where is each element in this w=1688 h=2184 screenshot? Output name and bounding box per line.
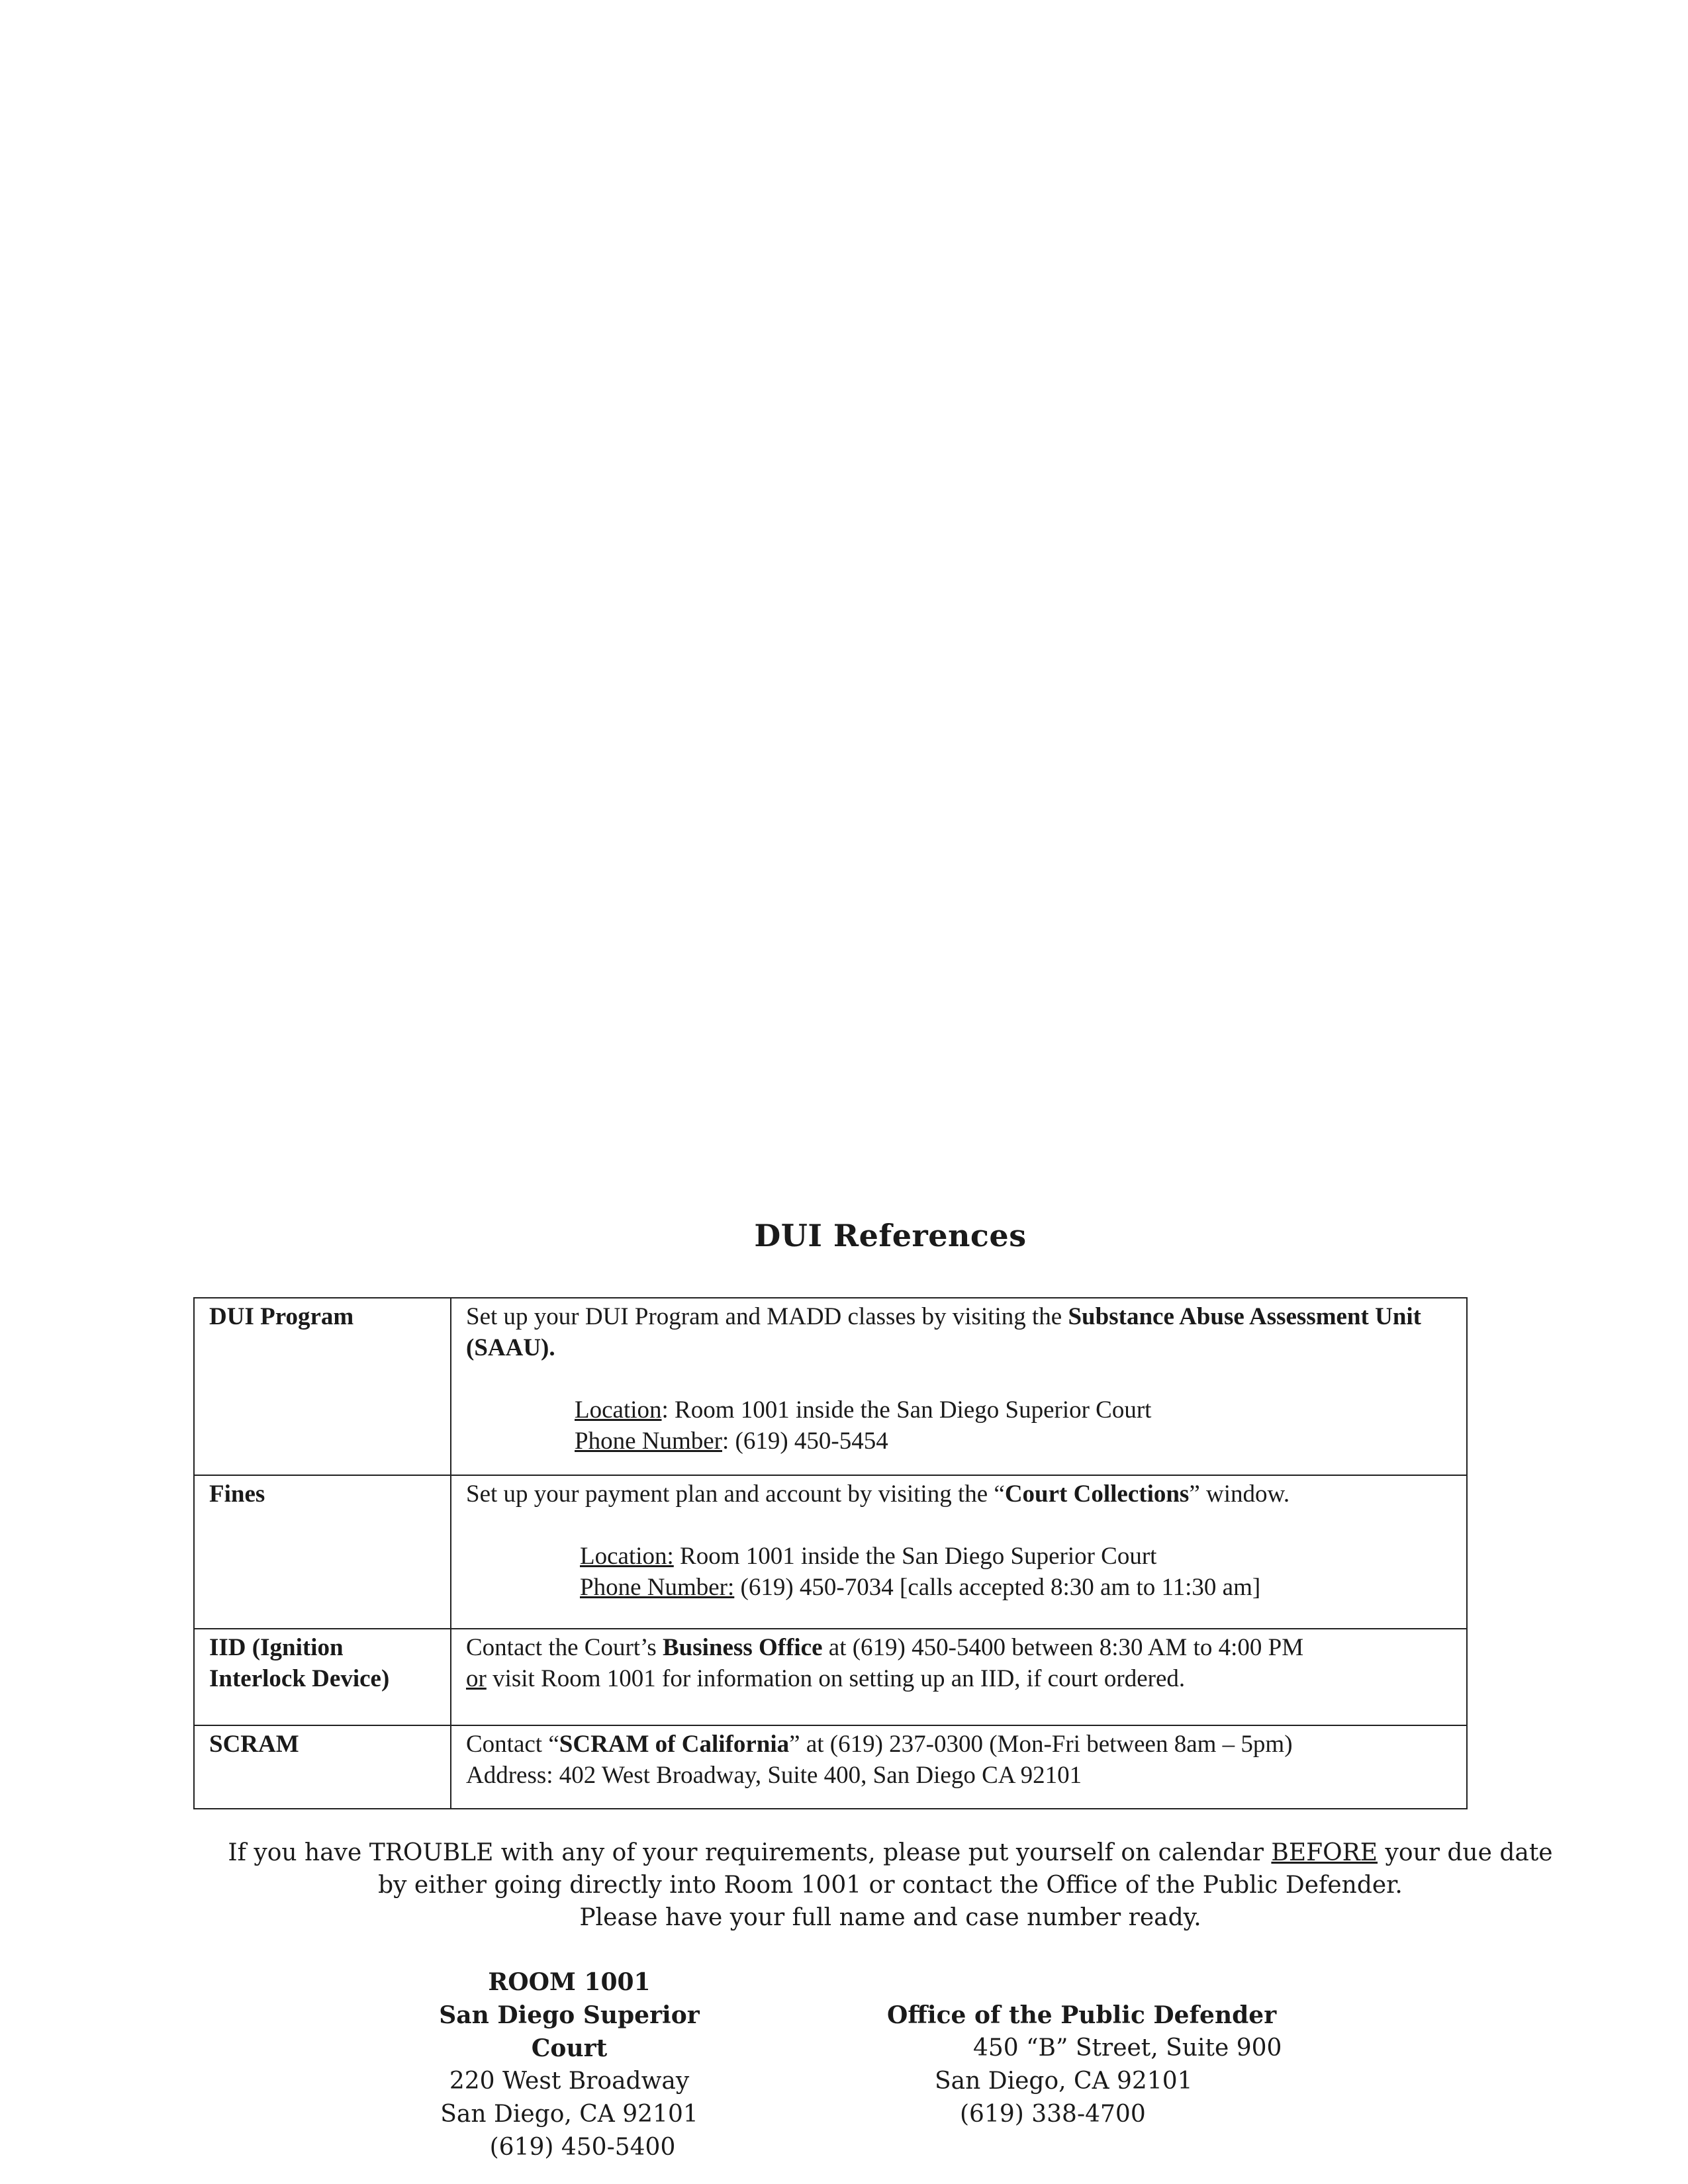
iid-text-2: visit Room 1001 for information on setting up an IID, if court ordered. (486, 1665, 1186, 1692)
scram-line-1 (466, 1729, 1454, 1760)
table-row-scram (194, 1725, 1467, 1809)
fines-description (466, 1479, 1454, 1510)
saau-name: Substance Abuse Assessment Unit (SAAU). (466, 1303, 1422, 1361)
table-row-dui-program (194, 1298, 1467, 1475)
iid-text-end: at (619) 450-5400 between 8:30 AM to 4:00 PM (822, 1634, 1304, 1661)
phone-value: (619) 450-7034 [calls accepted 8:30 am to 11:30 am] (734, 1574, 1261, 1601)
phone-label: Phone Number (575, 1428, 722, 1455)
note-line-3: Please have your full name and case number ready. (579, 1904, 1201, 1931)
location-label: Location: (580, 1543, 674, 1570)
or-text: or (466, 1665, 487, 1692)
row-label-iid: IID (Ignition Interlock Device) (194, 1629, 451, 1725)
dui-program-phone (466, 1426, 1454, 1457)
room-number: ROOM 1001 (488, 1968, 651, 1996)
fines-phone (466, 1572, 1454, 1603)
scram-company-name: SCRAM of California (559, 1731, 790, 1758)
row-content-iid (451, 1629, 1467, 1725)
public-defender-city: San Diego, CA 92101 (935, 2068, 1193, 2095)
note-line-1 (0, 1837, 1688, 1869)
court-street: 220 West Broadway (449, 2068, 690, 2095)
court-name: San Diego Superior Court (439, 2001, 700, 2062)
public-defender-phone: (619) 338-4700 (960, 2101, 1146, 2128)
location-value: Room 1001 inside the San Diego Superior Court (673, 1543, 1157, 1570)
public-defender-name: Office of the Public Defender (887, 2001, 1277, 2029)
row-label-fines: Fines (194, 1475, 451, 1629)
before-emphasis: BEFORE (1271, 1839, 1378, 1866)
table-row-fines (194, 1475, 1467, 1629)
phone-value: : (619) 450-5454 (722, 1428, 888, 1455)
row-label-dui-program: DUI Program (194, 1298, 451, 1475)
fines-text-end: ” window. (1189, 1480, 1290, 1508)
business-office-name: Business Office (663, 1634, 823, 1661)
iid-text: Contact the Court’s (466, 1634, 663, 1661)
scram-address: Address: 402 West Broadway, Suite 400, San Diego CA 92101 (466, 1762, 1082, 1789)
table-row-iid (194, 1629, 1467, 1725)
scram-text-end: ” at (619) 237-0300 (Mon-Fri between 8am – 5pm) (789, 1731, 1293, 1758)
dui-program-location (466, 1394, 1454, 1426)
row-label-scram: SCRAM (194, 1725, 451, 1809)
note-text-end: your due date (1378, 1839, 1553, 1866)
page-title: DUI References (754, 1218, 1027, 1253)
court-collections-name: Court Collections (1004, 1480, 1190, 1508)
note-text: If you have TROUBLE with any of your requirements, please put yourself on calendar (228, 1839, 1272, 1866)
court-address-block (397, 1966, 741, 2164)
dui-program-text: Set up your DUI Program and MADD classes by visiting the (466, 1303, 1068, 1330)
dui-program-description (466, 1301, 1454, 1363)
public-defender-address-block (887, 1999, 1284, 2131)
location-value: : Room 1001 inside the San Diego Superior Court (661, 1396, 1152, 1424)
court-city: San Diego, CA 92101 (440, 2101, 698, 2128)
references-table (193, 1297, 1468, 1809)
location-label: Location (575, 1396, 662, 1424)
fines-location (466, 1541, 1454, 1572)
row-content-dui-program (451, 1298, 1467, 1475)
public-defender-street: 450 “B” Street, Suite 900 (973, 2034, 1282, 2062)
iid-line-2 (466, 1663, 1454, 1694)
scram-text: Contact “ (466, 1731, 559, 1758)
phone-label: Phone Number: (580, 1574, 735, 1601)
note-line-2: by either going directly into Room 1001 or contact the Office of the Public Defender. (378, 1872, 1403, 1899)
court-phone: (619) 450-5400 (489, 2134, 676, 2161)
row-content-fines (451, 1475, 1467, 1629)
fines-text: Set up your payment plan and account by visiting the “ (466, 1480, 1005, 1508)
row-content-scram (451, 1725, 1467, 1809)
trouble-note (0, 1837, 1688, 1934)
iid-line-1 (466, 1632, 1454, 1663)
